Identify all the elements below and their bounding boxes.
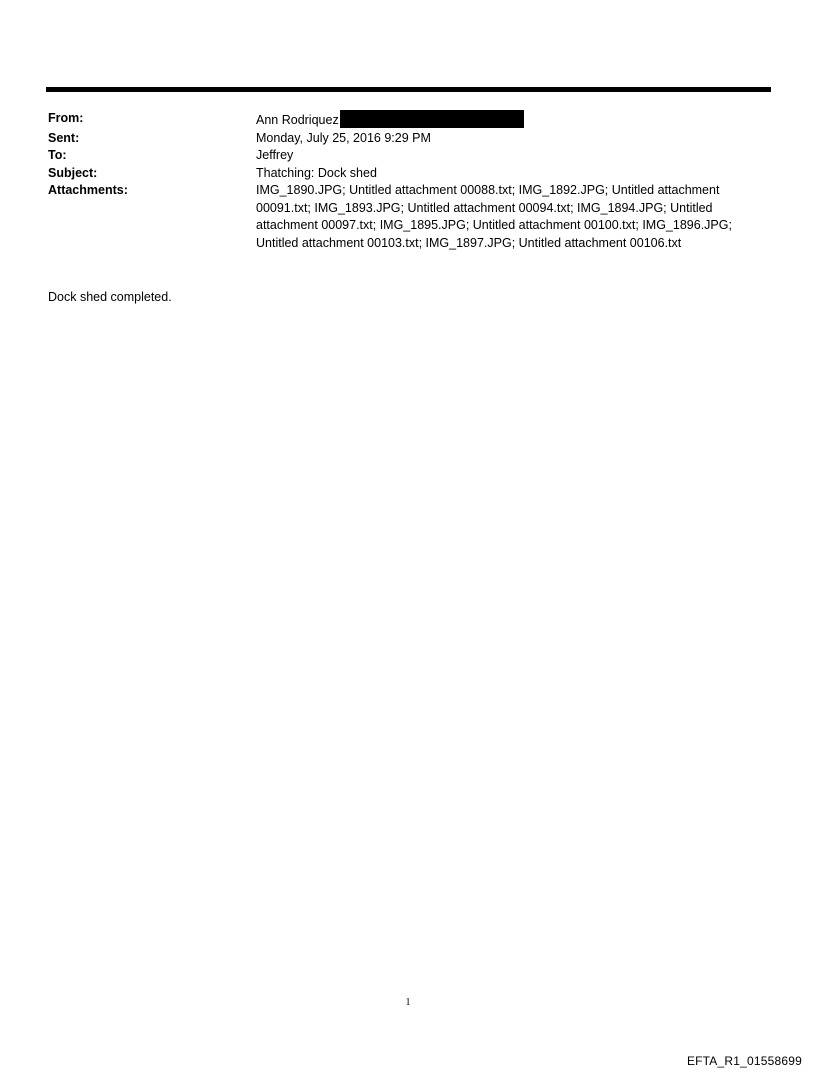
- from-value-container: [256, 110, 768, 130]
- subject-value: Thatching: Dock shed: [256, 165, 377, 180]
- page-number: 1: [405, 997, 411, 1008]
- attachments-value: IMG_1890.JPG; Untitled attachment 00088.txt; IMG_1892.JPG; Untitled attachment 00091.txt; IMG_1893.JPG; Untitled attachment 00094.txt; IMG_1894.JPG; Untitled attachment 00097.txt; IMG_1895.JPG; Untitled attachment 00100.txt; IMG_1896.JPG; Untitled attachment 00103.txt; IMG_1897.JPG; Untitled attachment 00106.txt: [256, 183, 732, 250]
- sent-value: Monday, July 25, 2016 9:29 PM: [256, 130, 431, 145]
- sent-label: Sent:: [48, 130, 80, 145]
- from-value: Ann Rodriquez: [256, 113, 339, 127]
- subject-label: Subject:: [48, 165, 98, 180]
- to-value: Jeffrey: [256, 148, 294, 162]
- document-id: EFTA_R1_01558699: [686, 1054, 802, 1068]
- to-row: [48, 147, 768, 165]
- header-top-rule: [46, 87, 771, 92]
- email-body: Dock shed completed.: [48, 290, 172, 304]
- subject-row: [48, 165, 768, 183]
- redaction-block: [340, 110, 524, 128]
- from-label: From:: [48, 111, 84, 125]
- attachments-row: [48, 182, 768, 252]
- email-header: [48, 110, 768, 252]
- from-row: [48, 110, 768, 130]
- attachments-label: Attachments:: [48, 183, 128, 197]
- to-label: To:: [48, 148, 67, 162]
- sent-row: [48, 130, 768, 148]
